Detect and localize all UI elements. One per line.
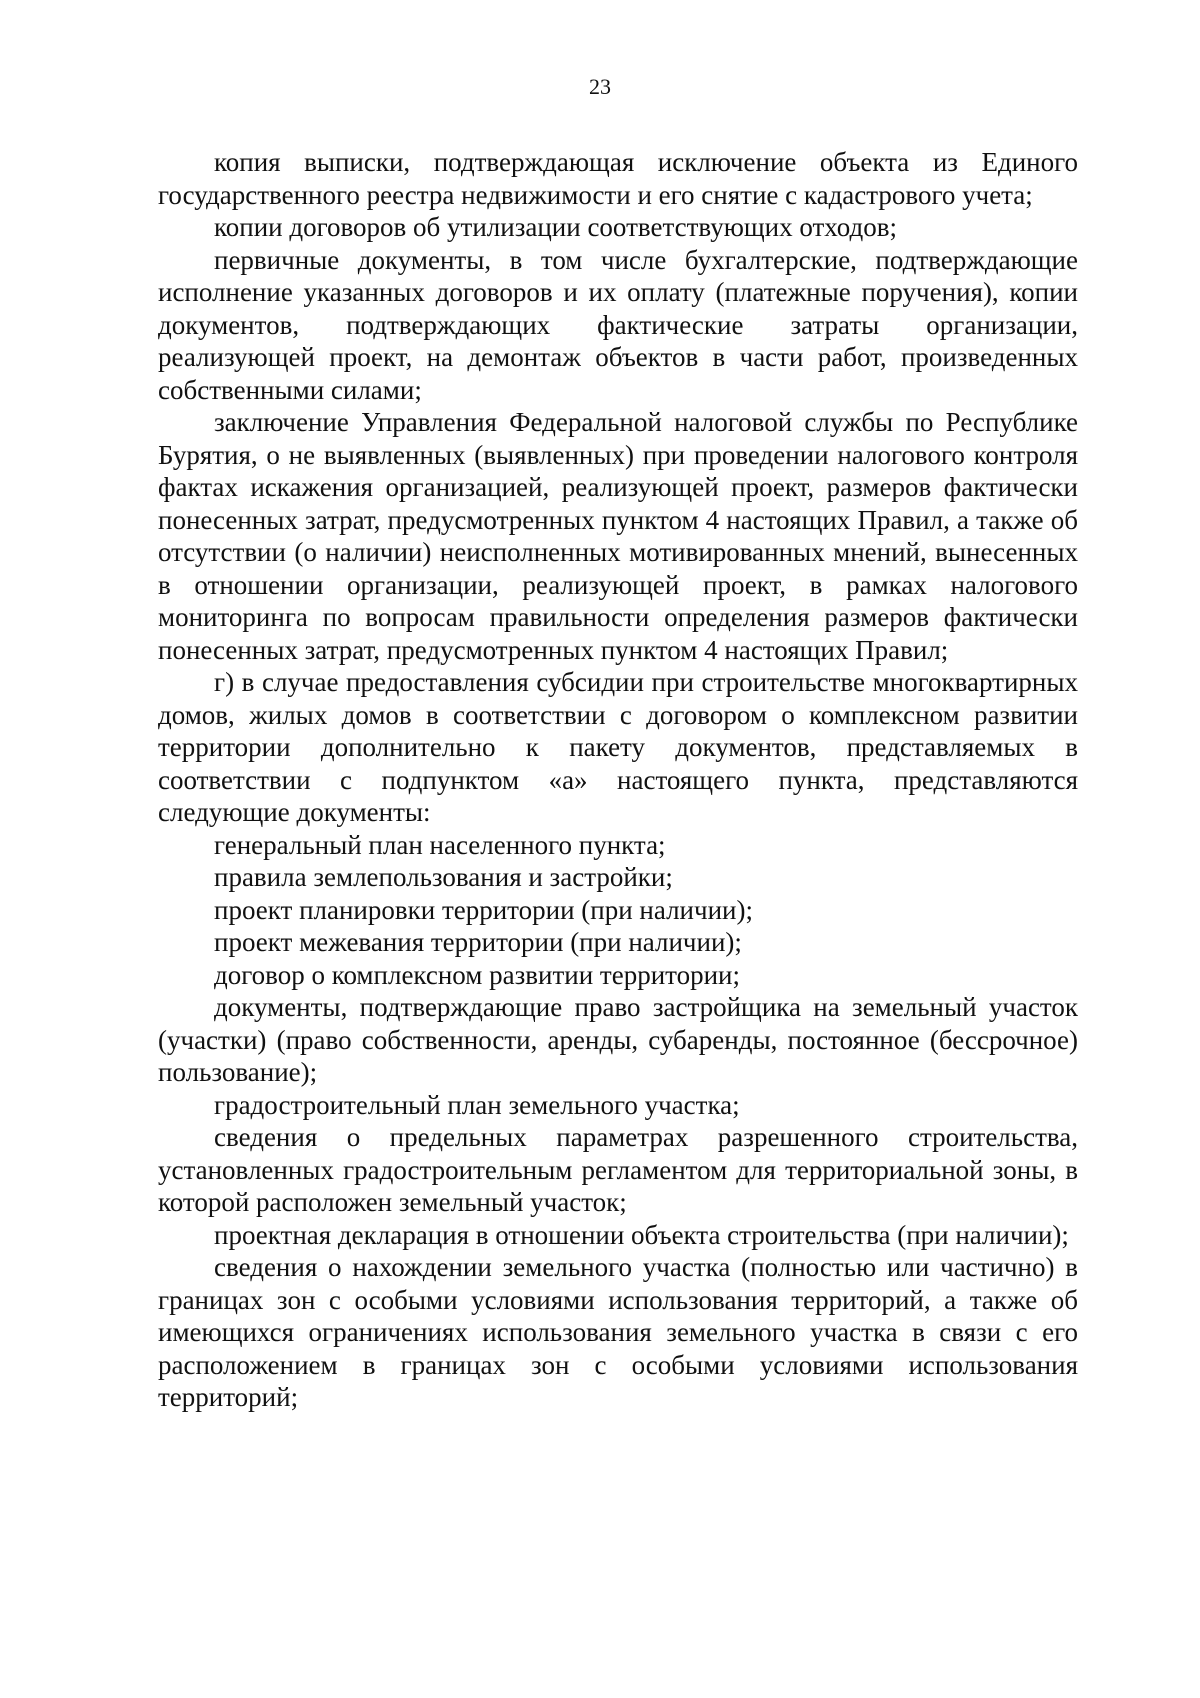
paragraph-general-plan: генеральный план населенного пункта; <box>214 829 666 860</box>
paragraph-urban-plan: градостроительный план земельного участка; <box>214 1089 740 1120</box>
paragraph-primary-documents: первичные документы, в том числе бухгалтерские, подтверждающие исполнение указанных договоров и их оплату (платежные поручения), копии документов, подтверждающих фактические затраты организации, реализующей проект, на демонтаж объектов в части работ, произведенных собственными силами; <box>158 244 1078 405</box>
paragraph-subitem-g: г) в случае предоставления субсидии при строительстве многоквартирных домов, жилых домов в соответствии с договором о комплексном развитии территории дополнительно к пакету документов, представляемых в соответствии с подпунктом «а» настоящего пункта, представляются следующие документы: <box>158 667 1078 827</box>
document-body <box>158 146 1078 1414</box>
paragraph-construction-limits: сведения о предельных параметрах разрешенного строительства, установленных градостроительным регламентом для территориальной зоны, в которой расположен земельный участок; <box>158 1122 1078 1217</box>
paragraph-surveying-project: проект межевания территории (при наличии); <box>214 927 742 957</box>
paragraph-land-use-rules: правила землепользования и застройки; <box>214 862 673 892</box>
paragraph-land-rights: документы, подтверждающие право застройщика на земельный участок (участки) (право собственности, аренды, субаренды, постоянное (бессрочное) пользование); <box>158 992 1078 1087</box>
paragraph-waste-contracts: копии договоров об утилизации соответствующих отходов; <box>214 212 897 242</box>
paragraph-tax-service-conclusion: заключение Управления Федеральной налоговой службы по Республике Бурятия, о не выявленных (выявленных) при проведении налогового контроля фактах искажения организацией, реализующей проект, размеров фактически понесенных затрат, предусмотренных пунктом 4 настоящих Правил, а также об отсутствии (о наличии) неисполненных мотивированных мнений, вынесенных в отношении организации, реализующей проект, в рамках налогового мониторинга по вопросам правильности определения размеров фактически понесенных затрат, предусмотренных пунктом 4 настоящих Правил; <box>158 407 1078 665</box>
page-number: 23 <box>589 74 611 99</box>
paragraph-planning-project: проект планировки территории (при наличии); <box>214 894 753 925</box>
paragraph-project-declaration: проектная декларация в отношении объекта строительства (при наличии); <box>214 1219 1069 1250</box>
paragraph-development-agreement: договор о комплексном развитии территории; <box>214 959 740 990</box>
paragraph-extract-copy: копия выписки, подтверждающая исключение объекта из Единого государственного реестра недвижимости и его снятие с кадастрового учета; <box>158 147 1078 210</box>
paragraph-special-zones: сведения о нахождении земельного участка (полностью или частично) в границах зон с особыми условиями использования территорий, а также об имеющихся ограничениях использования земельного участка в связи с его расположением в границах зон с особыми условиями использования территорий; <box>158 1252 1078 1412</box>
